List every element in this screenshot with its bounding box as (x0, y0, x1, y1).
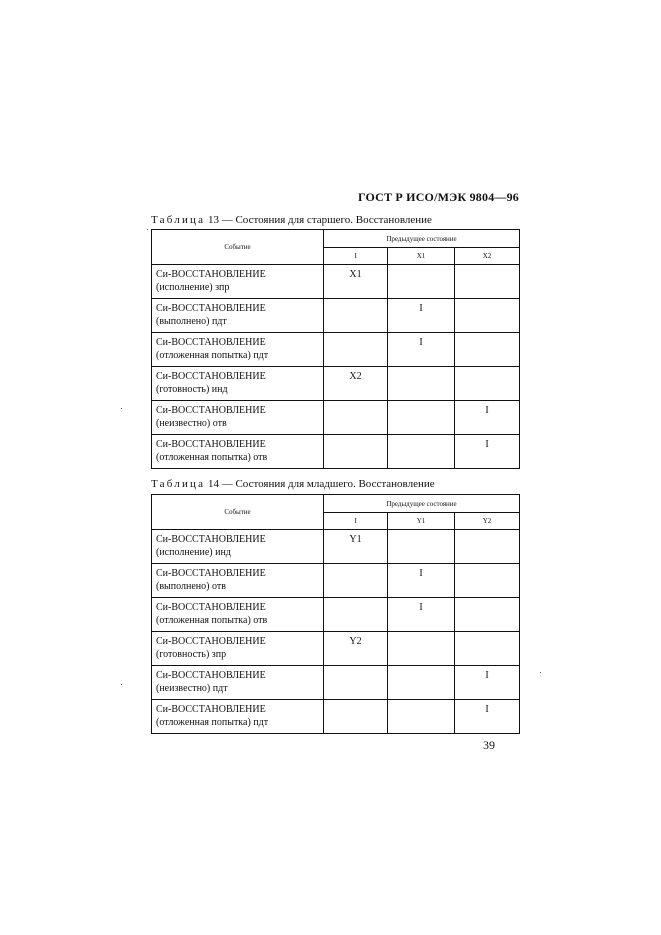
table-row (152, 700, 520, 734)
table-caption (151, 478, 435, 490)
state-cell (324, 666, 388, 700)
table-row (152, 265, 520, 299)
state-cell (388, 632, 455, 666)
event-cell: Си-ВОССТАНОВЛЕНИЕ (отложенная попытка) отв (152, 435, 324, 469)
state-cell (455, 333, 520, 367)
state-cell (388, 401, 455, 435)
scan-speck (121, 408, 122, 409)
state-cell: Y1 (324, 530, 388, 564)
state-cell (455, 632, 520, 666)
state-cell (388, 367, 455, 401)
state-cell (455, 598, 520, 632)
table-caption-text: 13 — Состояния для старшего. Восстановление (205, 214, 432, 226)
document-header: ГОСТ Р ИСО/МЭК 9804—96 (357, 190, 519, 204)
state-cell: I (388, 598, 455, 632)
table-row (152, 401, 520, 435)
state-column-header: Y2 (455, 513, 520, 530)
state-cell (455, 265, 520, 299)
table-row (152, 632, 520, 666)
table-caption-text: 14 — Состояния для младшего. Восстановление (205, 478, 435, 490)
table-caption (151, 214, 432, 226)
event-cell: Си-ВОССТАНОВЛЕНИЕ (готовность) зпр (152, 632, 324, 666)
state-cell: I (455, 435, 520, 469)
state-cell (324, 598, 388, 632)
state-cell (324, 564, 388, 598)
event-column-header: Событие (152, 230, 324, 265)
table-row (152, 530, 520, 564)
state-cell (324, 333, 388, 367)
state-cell: I (455, 666, 520, 700)
state-cell (324, 401, 388, 435)
states-table (151, 494, 520, 734)
state-column-header: I (324, 248, 388, 265)
state-cell (455, 530, 520, 564)
state-cell: Y2 (324, 632, 388, 666)
previous-state-header: Предыдущее состояние (324, 230, 520, 248)
scan-speck (147, 229, 148, 230)
state-column-header: Y1 (388, 513, 455, 530)
state-cell (455, 367, 520, 401)
state-cell (324, 435, 388, 469)
table-row (152, 333, 520, 367)
state-cell (324, 700, 388, 734)
state-cell (388, 700, 455, 734)
event-cell: Си-ВОССТАНОВЛЕНИЕ (отложенная попытка) отв (152, 598, 324, 632)
table-row (152, 564, 520, 598)
state-cell (324, 299, 388, 333)
state-column-header: I (324, 513, 388, 530)
states-table (151, 229, 520, 469)
table-row (152, 666, 520, 700)
table-row (152, 435, 520, 469)
state-cell (388, 265, 455, 299)
state-cell (388, 435, 455, 469)
table-row (152, 367, 520, 401)
state-cell: I (388, 333, 455, 367)
previous-state-header: Предыдущее состояние (324, 495, 520, 513)
scan-speck (540, 672, 541, 673)
scan-speck (121, 684, 122, 685)
event-cell: Си-ВОССТАНОВЛЕНИЕ (отложенная попытка) пдт (152, 700, 324, 734)
state-cell: I (455, 700, 520, 734)
state-cell (388, 530, 455, 564)
state-cell (455, 564, 520, 598)
state-column-header: X1 (388, 248, 455, 265)
state-cell: I (455, 401, 520, 435)
state-cell: I (388, 299, 455, 333)
state-cell: X1 (324, 265, 388, 299)
table-caption-prefix: Таблица (151, 478, 206, 490)
state-cell: X2 (324, 367, 388, 401)
state-column-header: X2 (455, 248, 520, 265)
table-caption-prefix: Таблица (151, 214, 206, 226)
event-cell: Си-ВОССТАНОВЛЕНИЕ (исполнение) инд (152, 530, 324, 564)
table-row (152, 598, 520, 632)
event-column-header: Событие (152, 495, 324, 530)
event-cell: Си-ВОССТАНОВЛЕНИЕ (неизвестно) пдт (152, 666, 324, 700)
event-cell: Си-ВОССТАНОВЛЕНИЕ (исполнение) зпр (152, 265, 324, 299)
page-number: 39 (483, 738, 495, 752)
state-cell: I (388, 564, 455, 598)
state-cell (455, 299, 520, 333)
state-cell (388, 666, 455, 700)
event-cell: Си-ВОССТАНОВЛЕНИЕ (выполнено) отв (152, 564, 324, 598)
table-row (152, 299, 520, 333)
event-cell: Си-ВОССТАНОВЛЕНИЕ (отложенная попытка) пдт (152, 333, 324, 367)
event-cell: Си-ВОССТАНОВЛЕНИЕ (готовность) инд (152, 367, 324, 401)
event-cell: Си-ВОССТАНОВЛЕНИЕ (неизвестно) отв (152, 401, 324, 435)
event-cell: Си-ВОССТАНОВЛЕНИЕ (выполнено) пдт (152, 299, 324, 333)
